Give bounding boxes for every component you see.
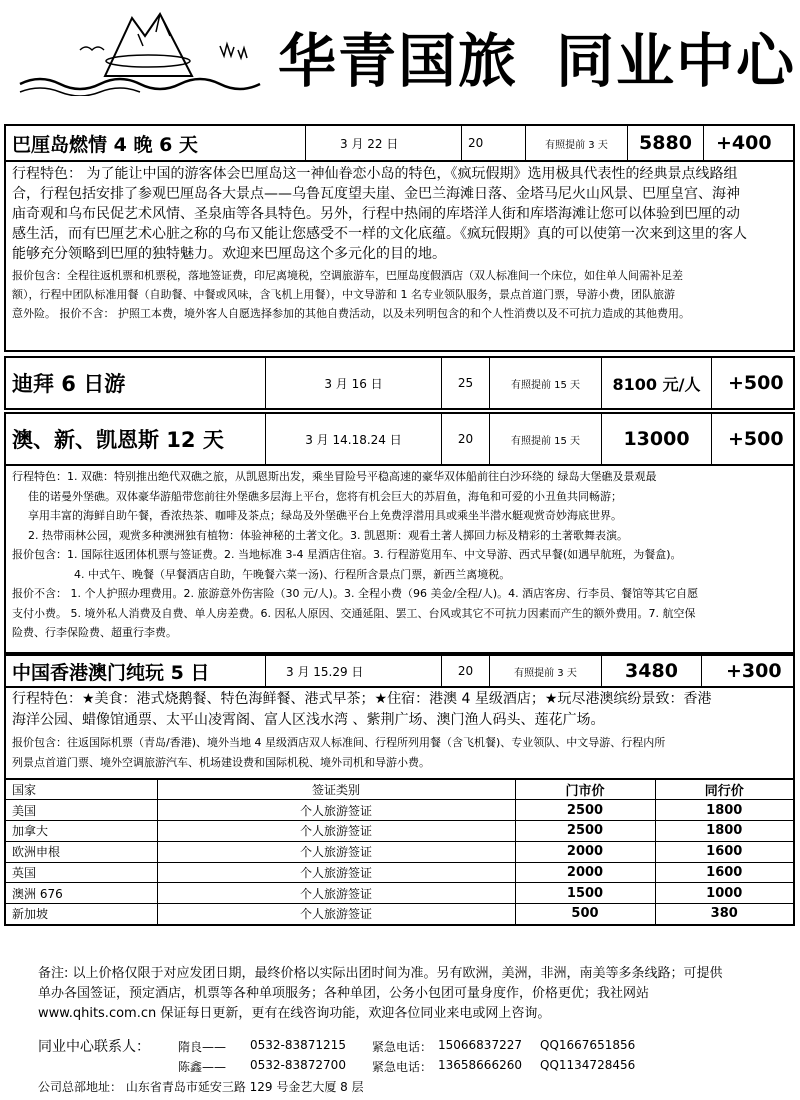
table-row [5, 904, 794, 925]
contact-phone: 0532-83871215 [250, 1038, 346, 1052]
bali-details [4, 162, 795, 352]
emergency-label: 紧急电话： [372, 1040, 433, 1054]
contact-phone: 0532-83872700 [250, 1058, 346, 1072]
tour-price: 8100 元/人 [602, 358, 712, 408]
bali-include-line: 额），行程中团队标准用餐（自助餐、中餐或风味，含飞机上用餐），中文导游和 1 名专业领队服务，景点首道门票，导游小费，团队旅游 [12, 288, 675, 301]
bali-feature-line: 行程特色： 为了能让中国的游客体会巴厘岛这一神仙眷恋小岛的特色，《疯玩假期》选用极具代表性的经典景点线路组 [12, 166, 738, 182]
tour-name: 巴厘岛燃情 4 晚 6 天 [6, 126, 306, 160]
hk-feature-line: 行程特色：★美食：港式烧鹅餐、特色海鲜餐、港式早茶；★住宿：港澳 4 星级酒店；★玩尽港澳缤纷景致：香港 [12, 691, 712, 707]
tour-seats: 25 [442, 358, 490, 408]
tour-row-australia [4, 412, 795, 466]
retail-price-cell: 1500 [515, 883, 655, 904]
country-cell: 美国 [5, 800, 157, 821]
tour-name: 迪拜 6 日游 [6, 358, 266, 408]
tour-price: 5880 [628, 126, 704, 160]
visa-price-table [4, 778, 795, 926]
table-header-row [5, 779, 794, 800]
tour-date: 3 月 15.29 日 [266, 656, 442, 686]
tour-visa-note: 有照提前 15 天 [490, 358, 602, 408]
contact-qq: QQ1667651856 [540, 1038, 636, 1052]
country-cell: 新加坡 [5, 904, 157, 925]
aus-line: 4. 中式午、晚餐（早餐酒店自助，午晚餐六菜一汤)、行程所含景点门票，新西兰离境税。 [74, 567, 511, 581]
emergency-phone: 13658666260 [438, 1058, 522, 1072]
aus-line: 险费、行李保险费、超重行李费。 [12, 626, 177, 639]
country-cell: 加拿大 [5, 821, 157, 842]
footer-note [0, 964, 800, 1024]
table-row [5, 800, 794, 821]
retail-price-cell: 2000 [515, 841, 655, 862]
trade-price-cell: 1000 [655, 883, 794, 904]
col-retail-price: 门市价 [515, 779, 655, 800]
tour-seats: 20 [442, 656, 490, 686]
retail-price-cell: 2500 [515, 800, 655, 821]
aus-line: 行程特色：1. 双礁：特别推出绝代双礁之旅，从凯恩斯出发，乘坐冒险号平稳高速的豪华双体船前往白沙环绕的 绿岛大堡礁及景观最 [12, 470, 657, 483]
country-cell: 澳洲 676 [5, 883, 157, 904]
table-row [5, 883, 794, 904]
contact-label: 同业中心联系人： [38, 1039, 150, 1055]
visa-type-cell: 个人旅游签证 [157, 800, 515, 821]
aus-line: 支付小费。 5. 境外私人消费及自费、单人房差费。6. 因私人原因、交通延阻、罢工、台风或其它不可抗力因素而产生的额外费用。7. 航空保 [12, 606, 696, 620]
tour-date: 3 月 22 日 [306, 126, 462, 160]
aus-line: 2. 热带雨林公园，观赏多种澳洲独有植物：体验神秘的土著文化。3. 凯恩斯：观看土著人掷回力标及精彩的土著歌舞表演。 [28, 528, 628, 542]
country-cell: 欧洲申根 [5, 841, 157, 862]
title-company: 华青国旅 [278, 27, 519, 95]
tour-row-dubai [4, 356, 795, 410]
trade-price-cell: 1800 [655, 800, 794, 821]
tour-addon: +500 [728, 428, 784, 450]
hongkong-details [4, 688, 795, 778]
footer [0, 964, 800, 1024]
emergency-label: 紧急电话： [372, 1060, 433, 1074]
tour-seats: 20 [442, 414, 490, 464]
aus-line: 报价不含： 1. 个人护照办理费用。2. 旅游意外伤害险（30 元/人)。3. 全程小费（96 美金/全程/人)。4. 酒店客房、行李员、餐馆等其它自愿 [12, 587, 699, 600]
page-title [278, 14, 796, 98]
bali-feature-line: 合，行程包括安排了参观巴厘岛各大景点——乌鲁瓦度望夫崖、金巴兰海滩日落、金塔马尼火山风景、巴厘皇宫、海神 [12, 186, 740, 202]
col-trade-price: 同行价 [655, 779, 794, 800]
tour-name: 澳、新、凯恩斯 12 天 [6, 414, 266, 464]
retail-price-cell: 500 [515, 904, 655, 925]
note-line: 备注: 以上价格仅限于对应发团日期，最终价格以实际出团时间为准。另有欧洲，美洲，非洲，南美等多条线路；可提供 [38, 966, 723, 981]
aus-line: 佳的诺曼外堡礁。双体豪华游船带您前往外堡礁多层海上平台，您将有机会巨大的苏眉鱼，海龟和可爱的小丑鱼共同畅游； [28, 489, 622, 503]
tour-price: 3480 [602, 656, 702, 686]
trade-price-cell: 380 [655, 904, 794, 925]
contact-name: 隋良—— [178, 1040, 227, 1054]
contact-name: 陈鑫—— [178, 1060, 227, 1074]
retail-price-cell: 2500 [515, 821, 655, 842]
visa-type-cell: 个人旅游签证 [157, 841, 515, 862]
tour-addon: +500 [728, 372, 784, 394]
tour-row-bali [4, 124, 795, 162]
aus-line: 报价包含：1. 国际往返团体机票与签证费。2. 当地标准 3-4 星酒店住宿。3. 行程游览用车、中文导游、西式早餐(如遇早航班，为餐盒)。 [12, 548, 682, 561]
col-country: 国家 [5, 779, 157, 800]
australia-details [4, 466, 795, 654]
bali-feature-line: 感生活，而有巴厘艺术心脏之称的乌布又能让您感受不一样的文化底蕴。《疯玩假期》真的可以使第一次来到这里的客人 [12, 226, 747, 242]
retail-price-cell: 2000 [515, 862, 655, 883]
tour-addon: +300 [726, 660, 782, 682]
trade-price-cell: 1600 [655, 841, 794, 862]
visa-type-cell: 个人旅游签证 [157, 821, 515, 842]
trade-price-cell: 1600 [655, 862, 794, 883]
tour-date: 3 月 16 日 [266, 358, 442, 408]
header [0, 0, 800, 118]
tour-addon: +400 [716, 132, 772, 154]
table-row [5, 841, 794, 862]
hk-feature-line: 海洋公园、蜡像馆通票、太平山凌霄阁、富人区浅水湾 、紫荆广场、澳门渔人码头、莲花广场。 [12, 712, 605, 728]
note-line: 单办各国签证，预定酒店，机票等各种单项服务；各种单团，公务小包团可量身度作，价格更优；我社网站 [38, 986, 650, 1001]
tour-visa-note: 有照提前 15 天 [490, 414, 602, 464]
tour-date: 3 月 14.18.24 日 [266, 414, 442, 464]
trade-price-cell: 1800 [655, 821, 794, 842]
table-row [5, 862, 794, 883]
visa-type-cell: 个人旅游签证 [157, 904, 515, 925]
tour-row-hongkong [4, 654, 795, 688]
bali-include-line: 报价包含：全程往返机票和机票税，落地签证费，印尼离境税，空调旅游车，巴厘岛度假酒店（双人标准间一个床位，如住单人间需补足差 [12, 269, 683, 282]
country-cell: 英国 [5, 862, 157, 883]
visa-type-cell: 个人旅游签证 [157, 883, 515, 904]
tour-name: 中国香港澳门纯玩 5 日 [6, 656, 266, 686]
bali-feature-line: 庙奇观和乌布民促艺术风情、圣泉庙等各具特色。另外，行程中热闹的库塔洋人街和库塔海滩让您可以体验到巴厘的动 [12, 206, 740, 222]
tour-visa-note: 有照提前 3 天 [526, 126, 628, 160]
col-visa-type: 签证类别 [157, 779, 515, 800]
hk-include-line: 列景点首道门票、境外空调旅游汽车、机场建设费和国际机税、境外司机和导游小费。 [12, 756, 430, 769]
hk-include-line: 报价包含：往返国际机票（青岛/香港)、境外当地 4 星级酒店双人标准间、行程所列用餐（含飞机餐)、专业领队、中文导游、行程内所 [12, 736, 666, 749]
tour-seats: 20 [462, 126, 526, 160]
aus-line: 享用丰富的海鲜自助午餐，香浓热茶、咖啡及茶点；绿岛及外堡礁平台上免费浮潜用具或乘坐半潜水艇观赏奇妙海底世界。 [28, 509, 622, 522]
company-address: 公司总部地址： 山东省青岛市延安三路 129 号金艺大厦 8 层 [38, 1080, 364, 1094]
emergency-phone: 15066837227 [438, 1038, 522, 1052]
bali-feature-line: 能够充分领略到巴厘的独特魅力。欢迎来巴厘岛这个多元化的目的地。 [12, 246, 446, 262]
title-dept: 同业中心 [556, 27, 797, 95]
note-line: www.qhits.com.cn 保证每日更新，更有在线咨询功能，欢迎各位同业来电或网上咨询。 [38, 1006, 551, 1021]
tour-visa-note: 有照提前 3 天 [490, 656, 602, 686]
company-logo [10, 6, 280, 96]
visa-type-cell: 个人旅游签证 [157, 862, 515, 883]
tour-price: 13000 [602, 414, 712, 464]
bali-include-line: 意外险。 报价不含： 护照工本费，境外客人自愿选择参加的其他自费活动，以及未列明包含的和个人性消费以及不可抗力造成的其他费用。 [12, 307, 690, 320]
table-row [5, 821, 794, 842]
contact-qq: QQ1134728456 [540, 1058, 636, 1072]
